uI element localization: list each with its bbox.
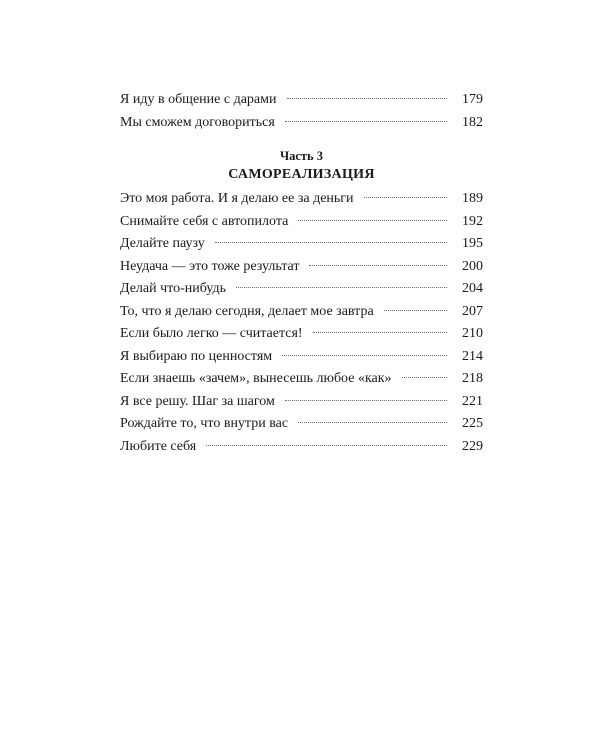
toc-leader-dots xyxy=(206,445,447,446)
toc-entry-title: Неудача — это тоже результат xyxy=(120,258,300,274)
toc-entry[interactable] xyxy=(120,211,483,234)
toc-entry-page: 192 xyxy=(462,213,483,229)
toc-entry-page: 214 xyxy=(462,348,483,364)
toc-entry-page: 207 xyxy=(462,303,483,319)
toc-entry-title: Любите себя xyxy=(120,438,197,454)
toc-entry[interactable] xyxy=(120,368,483,391)
toc-entry[interactable] xyxy=(120,346,483,369)
toc-leader-dots xyxy=(287,98,448,99)
toc-leader-dots xyxy=(285,121,447,122)
part-heading xyxy=(120,148,483,184)
toc-entry[interactable] xyxy=(120,89,483,112)
toc-entry-title: Если было легко — считается! xyxy=(120,326,303,341)
toc-entry-page: 179 xyxy=(462,92,483,107)
toc-entry-page: 229 xyxy=(462,438,483,454)
toc-entry-page: 218 xyxy=(462,371,483,386)
toc-entry-page: 195 xyxy=(462,236,483,251)
toc-leader-dots xyxy=(298,422,447,423)
toc-leader-dots xyxy=(298,220,447,221)
toc-entry-title: Делайте паузу xyxy=(120,236,205,251)
table-of-contents xyxy=(120,89,483,458)
toc-entry[interactable] xyxy=(120,413,483,436)
toc-entry[interactable] xyxy=(120,112,483,135)
toc-entry-page: 210 xyxy=(462,326,483,341)
toc-entry[interactable] xyxy=(120,233,483,256)
toc-leader-dots xyxy=(285,400,447,401)
toc-entry-title: Я иду в общение с дарами xyxy=(120,92,277,107)
toc-leader-dots xyxy=(402,377,447,378)
toc-leader-dots xyxy=(309,265,447,266)
toc-entry[interactable] xyxy=(120,301,483,324)
toc-entry[interactable] xyxy=(120,391,483,414)
toc-entry[interactable] xyxy=(120,278,483,301)
toc-entry[interactable] xyxy=(120,188,483,211)
toc-entry[interactable] xyxy=(120,256,483,279)
toc-entry[interactable] xyxy=(120,436,483,459)
toc-entry-page: 200 xyxy=(462,258,483,274)
toc-entry-title: Мы сможем договориться xyxy=(120,114,275,130)
part-label: Часть 3 xyxy=(279,149,324,163)
toc-entry-page: 182 xyxy=(462,114,483,130)
toc-entry-title: Это моя работа. И я делаю ее за деньги xyxy=(120,191,354,206)
toc-entry-title: Если знаешь «зачем», вынесешь любое «как» xyxy=(120,371,392,386)
toc-entry-title: Я выбираю по ценностям xyxy=(120,348,273,364)
toc-leader-dots xyxy=(384,310,447,311)
toc-leader-dots xyxy=(215,242,447,243)
toc-leader-dots xyxy=(236,287,447,288)
toc-leader-dots xyxy=(282,355,447,356)
toc-leader-dots xyxy=(364,197,447,198)
toc-entry[interactable] xyxy=(120,323,483,346)
toc-entry-title: Снимайте себя с автопилота xyxy=(120,213,289,229)
toc-entry-page: 204 xyxy=(462,281,483,296)
toc-entry-page: 189 xyxy=(462,191,483,206)
toc-entry-title: Рождайте то, что внутри вас xyxy=(120,416,289,431)
toc-leader-dots xyxy=(313,332,447,333)
toc-entry-page: 221 xyxy=(462,393,483,409)
toc-entry-title: Делай что-нибудь xyxy=(120,281,226,296)
toc-entry-title: То, что я делаю сегодня, делает мое завтра xyxy=(120,303,374,319)
toc-entry-page: 225 xyxy=(462,416,483,431)
part-title: САМОРЕАЛИЗАЦИЯ xyxy=(228,167,375,182)
toc-entry-title: Я все решу. Шаг за шагом xyxy=(120,393,275,409)
